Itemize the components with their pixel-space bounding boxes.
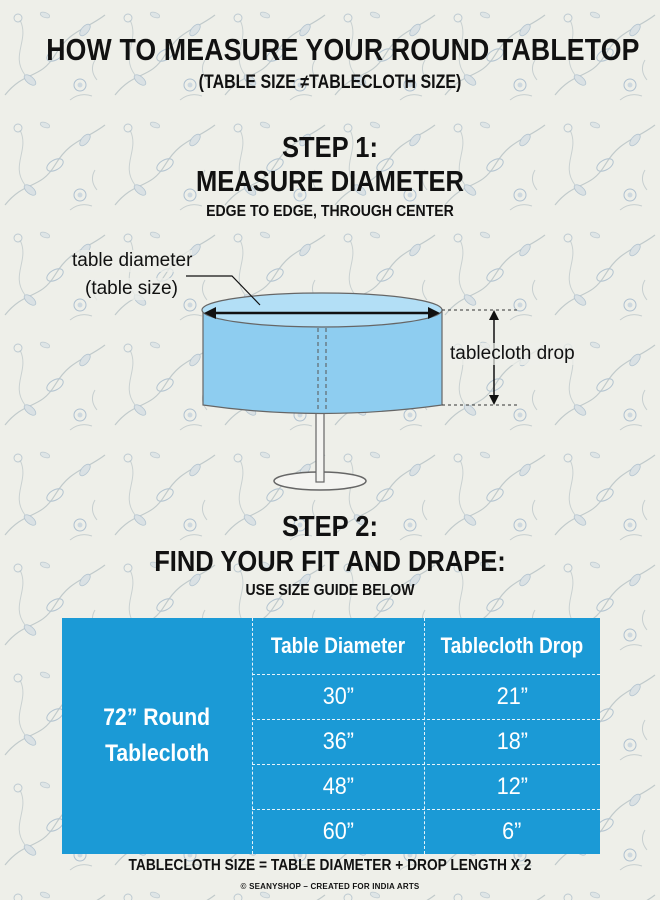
table-row: 6”	[502, 817, 522, 845]
step1-number: STEP 1:	[282, 132, 378, 164]
table-row: 36”	[322, 727, 354, 755]
step2-subtitle: USE SIZE GUIDE BELOW	[245, 582, 415, 599]
page-title: HOW TO MEASURE YOUR ROUND TABLETOP	[46, 32, 640, 67]
product-name-line1: 72” Round	[103, 704, 211, 731]
step2-number: STEP 2:	[282, 511, 378, 543]
header-table-diameter: Table Diameter	[270, 633, 406, 658]
credit-line: © SEANYSHOP – CREATED FOR INDIA ARTS	[240, 882, 420, 891]
size-formula: TABLECLOTH SIZE = TABLE DIAMETER + DROP LENGTH X 2	[128, 857, 532, 874]
step1-subtitle: EDGE TO EDGE, THROUGH CENTER	[206, 203, 454, 220]
table-row: 18”	[496, 727, 528, 755]
table-row: 48”	[322, 772, 354, 800]
drop-label: tablecloth drop	[450, 343, 575, 364]
table-row: 30”	[322, 682, 354, 710]
table-row: 12”	[496, 772, 528, 800]
header-tablecloth-drop: Tablecloth Drop	[440, 633, 584, 658]
page-subtitle: (TABLE SIZE ≠TABLECLOTH SIZE)	[198, 72, 462, 93]
product-name	[62, 618, 252, 854]
size-guide-table	[62, 618, 600, 854]
tabletop-surface	[202, 293, 442, 327]
step1-title: MEASURE DIAMETER	[196, 166, 464, 198]
diameter-label-line1: table diameter	[72, 250, 193, 271]
table-row: 21”	[496, 682, 528, 710]
table-row: 60”	[322, 817, 354, 845]
product-name-line2: Tablecloth	[104, 740, 210, 767]
step2-title: FIND YOUR FIT AND DRAPE:	[154, 546, 506, 578]
diameter-label-line2: (table size)	[85, 278, 178, 299]
table-diagram	[0, 240, 660, 500]
